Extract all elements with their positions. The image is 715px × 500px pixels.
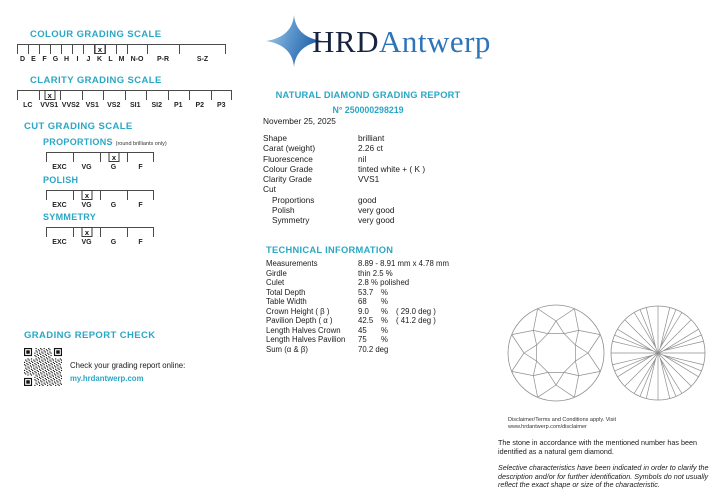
summary-row: [263, 154, 425, 164]
technical-label: Sum (α & β): [266, 344, 308, 354]
scale-cell-F: [127, 191, 154, 200]
summary-label: Carat (weight): [263, 143, 316, 154]
scale-grade-label: G: [110, 164, 117, 171]
technical-unit: %: [381, 287, 388, 297]
scale-grade-label: EXC: [52, 239, 67, 246]
scale-cell-P-R: [147, 45, 179, 54]
hrd-logo: [266, 13, 501, 68]
summary-value: 2.26 ct: [358, 143, 383, 154]
technical-row: [266, 297, 436, 307]
scale-cell-SI2: [146, 91, 168, 100]
scale-cell-I: [72, 45, 83, 54]
technical-row: [266, 278, 436, 288]
summary-label: Clarity Grade: [263, 174, 312, 185]
qr-code: [24, 348, 62, 386]
grading-check-title: GRADING REPORT CHECK: [24, 330, 156, 341]
scale-cell-D: [17, 45, 28, 54]
scale-grade-label: P2: [195, 102, 205, 109]
scale-cell-VS1: [82, 91, 104, 100]
proportions-label: PROPORTIONS: [43, 137, 113, 147]
scale-cell-N-O: [127, 45, 147, 54]
scale-cell-E: [28, 45, 39, 54]
disclaimer-terms: Disclaimer/Terms and Conditions apply. Visit www.hrdantwerp.com/disclaimer: [508, 417, 617, 430]
technical-row: [266, 269, 436, 279]
scale-grade-label: K: [96, 56, 103, 63]
summary-label: Shape: [263, 133, 287, 143]
summary-label: Symmetry: [272, 215, 310, 226]
technical-value: 42.5: [358, 316, 374, 326]
grade-marker: x: [109, 152, 120, 162]
symmetry-title: SYMMETRY: [43, 212, 97, 222]
technical-row: [266, 307, 436, 317]
summary-row: [263, 143, 425, 153]
scale-cell-H: [61, 45, 72, 54]
technical-unit: %: [381, 316, 388, 326]
summary-value: nil: [358, 153, 367, 164]
scale-cell-EXC: [46, 191, 73, 200]
scale-grade-label: P-R: [156, 56, 170, 63]
technical-value: 9.0: [358, 306, 369, 316]
crown-view-diagram: [508, 305, 604, 401]
scale-grade-label: P1: [173, 102, 183, 109]
summary-value: very good: [358, 205, 395, 216]
proportions-scale: [46, 152, 154, 171]
technical-value: 75: [358, 335, 367, 345]
technical-row: [266, 316, 436, 326]
grade-marker: x: [82, 190, 93, 200]
scale-cell-VVS1: [39, 91, 61, 100]
scale-grade-label: I: [76, 56, 79, 63]
scale-grade-label: EXC: [52, 164, 67, 171]
clarity-grading-scale: [17, 90, 232, 109]
technical-unit: %: [381, 297, 388, 307]
clarity-scale-title: CLARITY GRADING SCALE: [30, 75, 162, 86]
summary-value: very good: [358, 215, 395, 226]
scale-cell-G: [100, 191, 127, 200]
scale-grade-label: LC: [23, 102, 33, 109]
technical-table: [266, 259, 449, 354]
summary-label: Fluorescence: [263, 153, 313, 164]
summary-label: Colour Grade: [263, 163, 313, 174]
technical-label: Length Halves Pavilion: [266, 335, 346, 345]
proportions-title: [43, 137, 167, 147]
polish-scale: [46, 190, 154, 209]
scale-grade-label: VG: [81, 164, 92, 171]
technical-value: 70.2 deg: [358, 344, 389, 354]
technical-unit: %: [381, 335, 388, 345]
summary-row: [263, 215, 425, 225]
scale-grade-label: H: [63, 56, 70, 63]
scale-grade-label: VVS2: [61, 102, 80, 109]
technical-unit: [381, 269, 396, 279]
grading-check-instruction: Check your grading report online:: [70, 361, 186, 370]
technical-label: Total Depth: [266, 287, 306, 297]
diamond-diagrams: [494, 297, 715, 409]
technical-value: thin 2.5 %: [358, 268, 393, 278]
pavilion-view-diagram: [611, 306, 705, 400]
scale-cell-F: [127, 153, 154, 162]
scale-cell-SI1: [125, 91, 147, 100]
summary-value: good: [358, 194, 377, 205]
scale-cell-G: [100, 228, 127, 237]
technical-unit: [381, 278, 396, 288]
scale-cell-G: [50, 45, 61, 54]
technical-value: 2.8 % polished: [358, 278, 410, 288]
polish-title: POLISH: [43, 175, 79, 185]
scale-cell-VVS2: [60, 91, 82, 100]
scale-cell-VG: [73, 191, 100, 200]
summary-label: Polish: [272, 205, 295, 216]
scale-cell-P2: [189, 91, 211, 100]
scale-grade-label: VG: [81, 239, 92, 246]
scale-grade-label: F: [138, 202, 143, 209]
scale-grade-label: S-Z: [196, 56, 209, 63]
technical-value: 53.7: [358, 287, 374, 297]
technical-value: 68: [358, 297, 367, 307]
scale-grade-label: VG: [81, 202, 92, 209]
technical-extra: ( 29.0 deg ): [396, 306, 436, 316]
scale-cell-VS2: [103, 91, 125, 100]
identification-statement: The stone in accordance with the mentioned number has been identified as a natural gem diamond.: [498, 438, 697, 456]
summary-value: brilliant: [358, 133, 385, 143]
technical-row: [266, 345, 436, 355]
symmetry-scale: [46, 227, 154, 246]
technical-unit: [381, 259, 396, 269]
summary-label: Proportions: [272, 194, 315, 205]
scale-cell-LC: [17, 91, 39, 100]
scale-grade-label: SI1: [129, 102, 141, 109]
characteristics-statement: Selective characteristics have been indicated in order to clarify the description and/or for further identification. Symbols do not usually reflect the exact shape or size of the characteristic.: [498, 463, 709, 490]
scale-grade-label: VVS1: [40, 102, 59, 109]
summary-value: tinted white + ( K ): [358, 163, 426, 174]
grading-check-url[interactable]: my.hrdantwerp.com: [70, 374, 144, 383]
technical-label: Culet: [266, 278, 285, 288]
scale-grade-label: J: [86, 56, 91, 63]
scale-cell-J: [83, 45, 94, 54]
scale-cell-VG: [73, 228, 100, 237]
report-date: November 25, 2025: [263, 116, 336, 126]
logo-antwerp-text: Antwerp: [378, 24, 491, 59]
technical-label: Pavilion Depth ( α ): [266, 316, 333, 326]
scale-cell-F: [39, 45, 50, 54]
scale-grade-label: G: [52, 56, 59, 63]
logo-hrd-text: HRD: [312, 24, 379, 59]
summary-row: [263, 195, 425, 205]
scale-cell-M: [116, 45, 127, 54]
technical-unit: [381, 345, 396, 355]
proportions-note: (round brilliants only): [115, 141, 167, 147]
technical-label: Measurements: [266, 259, 318, 268]
summary-row: [263, 133, 425, 143]
scale-grade-label: F: [42, 56, 47, 63]
report-title: NATURAL DIAMOND GRADING REPORT: [275, 90, 461, 100]
scale-cell-F: [127, 228, 154, 237]
scale-cell-L: [105, 45, 116, 54]
scale-grade-label: N-O: [130, 56, 144, 63]
grade-marker: x: [82, 227, 93, 237]
technical-label: Length Halves Crown: [266, 325, 341, 335]
grade-marker: x: [95, 44, 106, 54]
scale-grade-label: F: [138, 164, 143, 171]
summary-value: VVS1: [358, 174, 380, 185]
technical-value: 45: [358, 325, 367, 335]
scale-grade-label: L: [108, 56, 113, 63]
scale-grade-label: M: [118, 56, 125, 63]
summary-row: [263, 164, 425, 174]
scale-grade-label: F: [138, 239, 143, 246]
scale-grade-label: D: [19, 56, 26, 63]
scale-cell-K: [94, 45, 105, 54]
technical-title: TECHNICAL INFORMATION: [266, 245, 394, 255]
technical-unit: %: [381, 325, 388, 335]
summary-table: [263, 133, 425, 226]
colour-scale-title: COLOUR GRADING SCALE: [30, 29, 162, 40]
colour-grading-scale: [17, 44, 226, 63]
scale-cell-EXC: [46, 153, 73, 162]
technical-extra: ( 41.2 deg ): [396, 316, 436, 326]
summary-label: Cut: [263, 184, 276, 195]
scale-cell-S-Z: [179, 45, 226, 54]
cut-scale-title: CUT GRADING SCALE: [24, 121, 133, 132]
technical-row: [266, 259, 449, 269]
scale-cell-VG: [73, 153, 100, 162]
technical-row: [266, 288, 436, 298]
technical-unit: %: [381, 306, 388, 316]
scale-grade-label: G: [110, 239, 117, 246]
technical-label: Crown Height ( β ): [266, 306, 330, 316]
technical-label: Girdle: [266, 268, 287, 278]
scale-cell-P1: [168, 91, 190, 100]
scale-grade-label: P3: [216, 102, 226, 109]
summary-row: [263, 205, 425, 215]
scale-grade-label: VS1: [85, 102, 99, 109]
scale-cell-G: [100, 153, 127, 162]
scale-cell-EXC: [46, 228, 73, 237]
scale-grade-label: G: [110, 202, 117, 209]
technical-row: [266, 326, 436, 336]
scale-grade-label: EXC: [52, 202, 67, 209]
scale-grade-label: SI2: [151, 102, 162, 109]
scale-grade-label: E: [31, 56, 36, 63]
technical-label: Table Width: [266, 297, 307, 307]
grade-marker: x: [44, 90, 55, 100]
summary-row: [263, 174, 425, 184]
technical-row: [266, 335, 436, 345]
summary-row: [263, 184, 425, 194]
scale-grade-label: VS2: [107, 102, 121, 109]
scale-cell-P3: [211, 91, 233, 100]
technical-value: 8.89 - 8.91 mm x 4.78 mm: [358, 259, 449, 268]
report-number: N° 250000298219: [332, 105, 404, 115]
